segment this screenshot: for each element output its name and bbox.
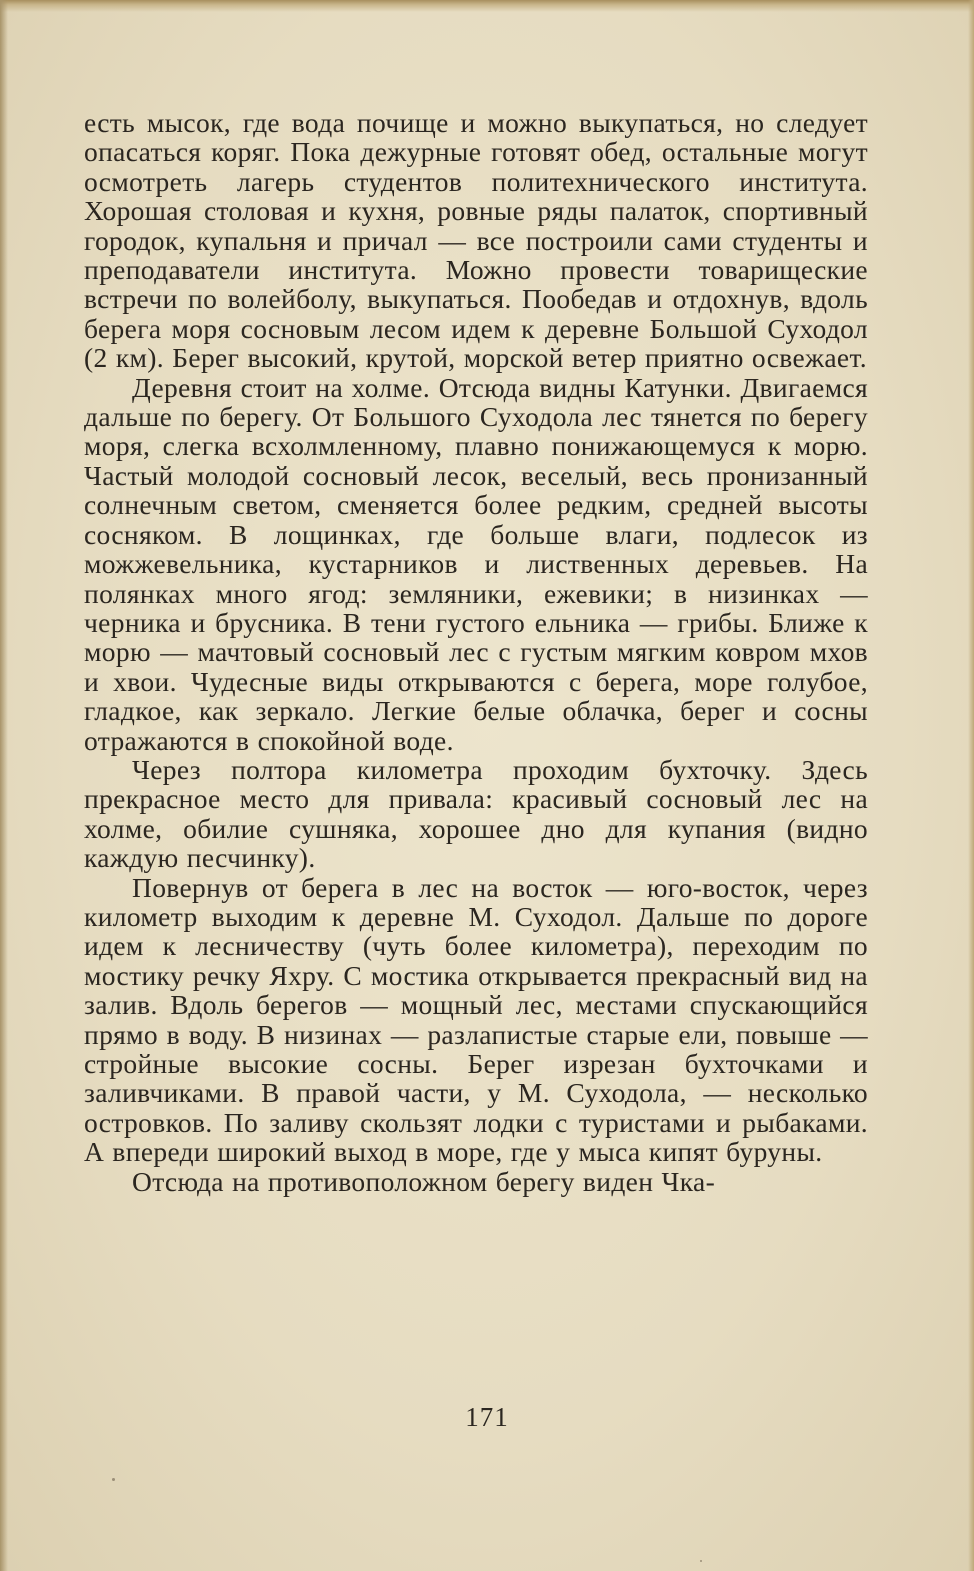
- paper-speck: [700, 1560, 702, 1562]
- page-left-edge: [0, 0, 8, 1571]
- paragraph-3: Через полтора километра проходим бухточку. Здесь прекрасное место для привала: красивый сосновый лес на холме, обилие сушняка, хорошее дно для купания (видно каждую песчинку).: [84, 753, 868, 874]
- paragraph-2: Деревня стоит на холме. Отсюда видны Катунки. Двигаемся дальше по берегу. От Большого Суходола лес тянется по берегу моря, слегка всхолмленному, плавно понижающемуся к морю. Частый молодой сосновый лесок, веселый, весь пронизанный солнечным светом, сменяется более редким, средней высоты сосняком. В лощинках, где больше влаги, подлесок из можжевельника, кустарников и лиственных деревьев. На полянках много ягод: земляники, ежевики; в низинках — черника и брусника. В тени густого ельника — грибы. Ближе к морю — мачтовый сосновый лес с густым мягким ковром мхов и хвои. Чудесные виды открываются с берега, море голубое, гладкое, как зеркало. Легкие белые облачка, берег и сосны отражаются в спокойной воде.: [84, 371, 868, 756]
- page-right-edge: [968, 0, 974, 1571]
- page-number: 171: [465, 1402, 509, 1432]
- paragraph-4: Повернув от берега в лес на восток — юго-восток, через километр выходим к деревне М. Суходол. Дальше по дороге идем к лесничеству (чуть более километра), переходим по мостику речку Яхру. С мостика открывается прекрасный вид на залив. Вдоль берегов — мощный лес, местами спускающийся прямо в воду. В низинах — разлапистые старые ели, повыше — стройные высокие сосны. Берег изрезан бухточками и заливчиками. В правой части, у М. Суходола, — несколько островков. По заливу скользят лодки с туристами и рыбаками. А впереди широкий выход в море, где у мыса кипят буруны.: [84, 871, 868, 1168]
- paragraph-5: Отсюда на противоположном берегу виден Чка-: [132, 1165, 716, 1197]
- paper-speck: [112, 1478, 115, 1481]
- page-top-edge: [0, 0, 974, 12]
- paragraph-1: есть мысок, где вода почище и можно выкупаться, но следует опасаться коряг. Пока дежурные готовят обед, остальные могут осмотреть лагерь студентов политехнического института. Хорошая столовая и кухня, ровные ряды палаток, спортивный городок, купальня и причал — все построили сами студенты и преподаватели института. Можно провести товарищеские встречи по волейболу, выкупаться. Пообедав и отдохнув, вдоль берега моря сосновым лесом идем к деревне Большой Суходол (2 км). Берег высокий, крутой, морской ветер приятно освежает.: [84, 107, 868, 374]
- body-text: [84, 108, 868, 1196]
